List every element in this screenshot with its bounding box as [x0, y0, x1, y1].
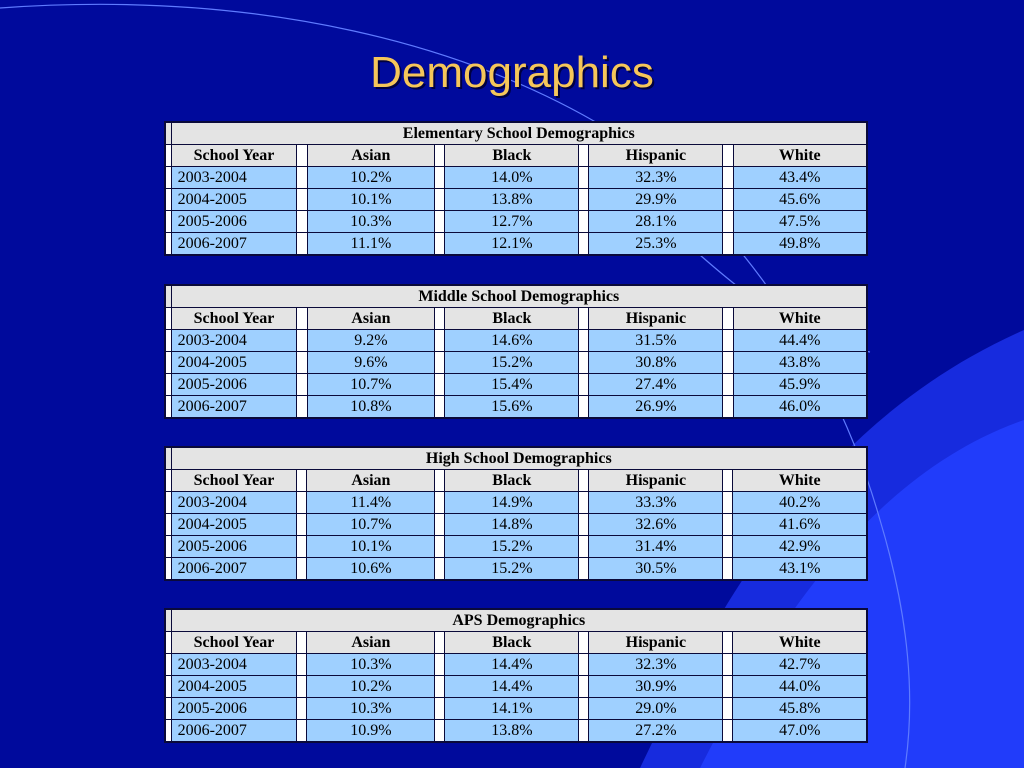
spacer-cell [435, 492, 445, 514]
school-year-cell: 2004-2005 [171, 189, 297, 211]
percentage-cell: 14.0% [445, 167, 579, 189]
percentage-cell: 14.4% [445, 654, 579, 676]
column-header: School Year [171, 308, 297, 330]
spacer-cell [579, 676, 589, 698]
percentage-cell: 10.7% [307, 374, 435, 396]
percentage-cell: 45.8% [733, 698, 867, 720]
spacer-cell [435, 189, 445, 211]
spacer-cell [723, 352, 733, 374]
column-header: Hispanic [589, 632, 723, 654]
spacer-cell [579, 470, 589, 492]
percentage-cell: 33.3% [589, 492, 723, 514]
spacer-cell [723, 558, 733, 581]
spacer-cell [435, 676, 445, 698]
table-row [165, 698, 867, 720]
percentage-cell: 27.2% [589, 720, 723, 743]
spacer-cell [297, 308, 307, 330]
spacer-cell [723, 211, 733, 233]
spacer-cell [579, 632, 589, 654]
percentage-cell: 31.4% [589, 536, 723, 558]
table-caption: APS Demographics [171, 609, 867, 632]
spacer-cell [435, 558, 445, 581]
spacer-cell [579, 145, 589, 167]
spacer-cell [297, 352, 307, 374]
spacer-cell [297, 189, 307, 211]
percentage-cell: 26.9% [589, 396, 723, 419]
percentage-cell: 11.1% [307, 233, 435, 256]
column-header: Black [445, 308, 579, 330]
spacer-cell [723, 470, 733, 492]
table-header-row [165, 308, 867, 330]
spacer-cell [297, 698, 307, 720]
spacer-cell [435, 352, 445, 374]
percentage-cell: 46.0% [733, 396, 867, 419]
percentage-cell: 47.5% [733, 211, 867, 233]
percentage-cell: 30.9% [589, 676, 723, 698]
percentage-cell: 31.5% [589, 330, 723, 352]
spacer-cell [579, 536, 589, 558]
table-caption-row [165, 609, 867, 632]
column-header: White [733, 470, 867, 492]
spacer-cell [297, 720, 307, 743]
spacer-cell [435, 374, 445, 396]
school-year-cell: 2003-2004 [171, 167, 297, 189]
table-row [165, 352, 867, 374]
table-row [165, 492, 867, 514]
spacer-cell [579, 211, 589, 233]
percentage-cell: 15.2% [445, 352, 579, 374]
percentage-cell: 41.6% [733, 514, 867, 536]
percentage-cell: 10.2% [307, 167, 435, 189]
spacer-cell [435, 145, 445, 167]
spacer-cell [297, 676, 307, 698]
percentage-cell: 29.9% [589, 189, 723, 211]
percentage-cell: 30.5% [589, 558, 723, 581]
school-year-cell: 2005-2006 [171, 211, 297, 233]
school-year-cell: 2003-2004 [171, 492, 297, 514]
spacer-cell [723, 396, 733, 419]
table-row [165, 233, 867, 256]
column-header: Asian [307, 632, 435, 654]
column-header: School Year [171, 470, 297, 492]
school-year-cell: 2004-2005 [171, 514, 297, 536]
spacer-cell [297, 167, 307, 189]
spacer-cell [435, 396, 445, 419]
spacer-cell [579, 698, 589, 720]
table-row [165, 514, 867, 536]
percentage-cell: 10.6% [307, 558, 435, 581]
percentage-cell: 14.4% [445, 676, 579, 698]
spacer-cell [297, 211, 307, 233]
column-header: Asian [307, 470, 435, 492]
school-year-cell: 2006-2007 [171, 233, 297, 256]
spacer-cell [723, 492, 733, 514]
column-header: White [733, 632, 867, 654]
percentage-cell: 32.3% [589, 654, 723, 676]
school-year-cell: 2006-2007 [171, 396, 297, 419]
percentage-cell: 28.1% [589, 211, 723, 233]
spacer-cell [297, 558, 307, 581]
spacer-cell [579, 492, 589, 514]
spacer-cell [579, 308, 589, 330]
percentage-cell: 42.7% [733, 654, 867, 676]
percentage-cell: 47.0% [733, 720, 867, 743]
percentage-cell: 43.1% [733, 558, 867, 581]
percentage-cell: 25.3% [589, 233, 723, 256]
percentage-cell: 10.3% [307, 211, 435, 233]
percentage-cell: 15.6% [445, 396, 579, 419]
spacer-cell [723, 374, 733, 396]
spacer-cell [297, 492, 307, 514]
column-header: Black [445, 145, 579, 167]
percentage-cell: 9.2% [307, 330, 435, 352]
table-caption-row [165, 447, 867, 470]
percentage-cell: 10.3% [307, 654, 435, 676]
table-row [165, 167, 867, 189]
spacer-cell [435, 536, 445, 558]
percentage-cell: 14.6% [445, 330, 579, 352]
table-row [165, 211, 867, 233]
percentage-cell: 43.8% [733, 352, 867, 374]
table-header-row [165, 470, 867, 492]
table-caption: Elementary School Demographics [171, 122, 867, 145]
percentage-cell: 44.0% [733, 676, 867, 698]
spacer-cell [435, 720, 445, 743]
spacer-cell [297, 330, 307, 352]
percentage-cell: 15.4% [445, 374, 579, 396]
percentage-cell: 12.1% [445, 233, 579, 256]
percentage-cell: 10.1% [307, 536, 435, 558]
column-header: Hispanic [589, 145, 723, 167]
spacer-cell [297, 654, 307, 676]
spacer-cell [579, 167, 589, 189]
spacer-cell [297, 396, 307, 419]
school-year-cell: 2006-2007 [171, 720, 297, 743]
spacer-cell [297, 374, 307, 396]
spacer-cell [435, 330, 445, 352]
spacer-cell [723, 536, 733, 558]
percentage-cell: 15.2% [445, 558, 579, 581]
spacer-cell [723, 167, 733, 189]
table-row [165, 720, 867, 743]
table-row [165, 330, 867, 352]
spacer-cell [435, 211, 445, 233]
school-year-cell: 2003-2004 [171, 330, 297, 352]
high-school-demographics-table [164, 446, 868, 581]
column-header: Black [445, 632, 579, 654]
table-header-row [165, 632, 867, 654]
percentage-cell: 10.9% [307, 720, 435, 743]
spacer-cell [579, 330, 589, 352]
percentage-cell: 45.9% [733, 374, 867, 396]
elementary-demographics-table [164, 121, 868, 256]
spacer-cell [723, 308, 733, 330]
percentage-cell: 10.2% [307, 676, 435, 698]
percentage-cell: 10.8% [307, 396, 435, 419]
percentage-cell: 32.3% [589, 167, 723, 189]
column-header: White [733, 308, 867, 330]
spacer-cell [435, 167, 445, 189]
percentage-cell: 10.3% [307, 698, 435, 720]
page-title: Demographics [370, 48, 654, 97]
spacer-cell [723, 189, 733, 211]
spacer-cell [723, 233, 733, 256]
table-caption: High School Demographics [171, 447, 867, 470]
table-row [165, 189, 867, 211]
table-row [165, 676, 867, 698]
percentage-cell: 29.0% [589, 698, 723, 720]
spacer-cell [297, 470, 307, 492]
aps-demographics-table [164, 608, 868, 743]
percentage-cell: 45.6% [733, 189, 867, 211]
spacer-cell [723, 145, 733, 167]
spacer-cell [579, 374, 589, 396]
spacer-cell [435, 308, 445, 330]
column-header: Black [445, 470, 579, 492]
table-row [165, 558, 867, 581]
spacer-cell [297, 145, 307, 167]
percentage-cell: 13.8% [445, 189, 579, 211]
column-header: Hispanic [589, 470, 723, 492]
spacer-cell [579, 720, 589, 743]
table-row [165, 536, 867, 558]
percentage-cell: 43.4% [733, 167, 867, 189]
school-year-cell: 2005-2006 [171, 698, 297, 720]
spacer-cell [723, 330, 733, 352]
middle-school-demographics-table [164, 284, 868, 419]
table-caption-row [165, 122, 867, 145]
spacer-cell [435, 470, 445, 492]
percentage-cell: 12.7% [445, 211, 579, 233]
percentage-cell: 27.4% [589, 374, 723, 396]
table-row [165, 374, 867, 396]
spacer-cell [579, 654, 589, 676]
spacer-cell [579, 558, 589, 581]
school-year-cell: 2005-2006 [171, 536, 297, 558]
percentage-cell: 40.2% [733, 492, 867, 514]
spacer-cell [435, 514, 445, 536]
school-year-cell: 2005-2006 [171, 374, 297, 396]
percentage-cell: 15.2% [445, 536, 579, 558]
spacer-cell [435, 654, 445, 676]
spacer-cell [579, 189, 589, 211]
table-header-row [165, 145, 867, 167]
spacer-cell [297, 632, 307, 654]
percentage-cell: 14.1% [445, 698, 579, 720]
column-header: White [733, 145, 867, 167]
spacer-cell [723, 632, 733, 654]
percentage-cell: 11.4% [307, 492, 435, 514]
school-year-cell: 2003-2004 [171, 654, 297, 676]
spacer-cell [579, 514, 589, 536]
spacer-cell [723, 720, 733, 743]
spacer-cell [435, 698, 445, 720]
percentage-cell: 49.8% [733, 233, 867, 256]
table-caption: Middle School Demographics [171, 285, 867, 308]
column-header: School Year [171, 145, 297, 167]
percentage-cell: 42.9% [733, 536, 867, 558]
percentage-cell: 10.1% [307, 189, 435, 211]
percentage-cell: 14.9% [445, 492, 579, 514]
spacer-cell [723, 514, 733, 536]
spacer-cell [723, 698, 733, 720]
column-header: Asian [307, 308, 435, 330]
spacer-cell [435, 233, 445, 256]
school-year-cell: 2004-2005 [171, 676, 297, 698]
percentage-cell: 30.8% [589, 352, 723, 374]
spacer-cell [579, 233, 589, 256]
percentage-cell: 14.8% [445, 514, 579, 536]
school-year-cell: 2004-2005 [171, 352, 297, 374]
table-caption-row [165, 285, 867, 308]
percentage-cell: 44.4% [733, 330, 867, 352]
school-year-cell: 2006-2007 [171, 558, 297, 581]
spacer-cell [723, 654, 733, 676]
spacer-cell [297, 233, 307, 256]
percentage-cell: 10.7% [307, 514, 435, 536]
spacer-cell [297, 514, 307, 536]
spacer-cell [579, 352, 589, 374]
column-header: School Year [171, 632, 297, 654]
spacer-cell [297, 536, 307, 558]
table-row [165, 396, 867, 419]
percentage-cell: 13.8% [445, 720, 579, 743]
spacer-cell [579, 396, 589, 419]
percentage-cell: 9.6% [307, 352, 435, 374]
table-row [165, 654, 867, 676]
column-header: Hispanic [589, 308, 723, 330]
percentage-cell: 32.6% [589, 514, 723, 536]
spacer-cell [435, 632, 445, 654]
spacer-cell [723, 676, 733, 698]
column-header: Asian [307, 145, 435, 167]
